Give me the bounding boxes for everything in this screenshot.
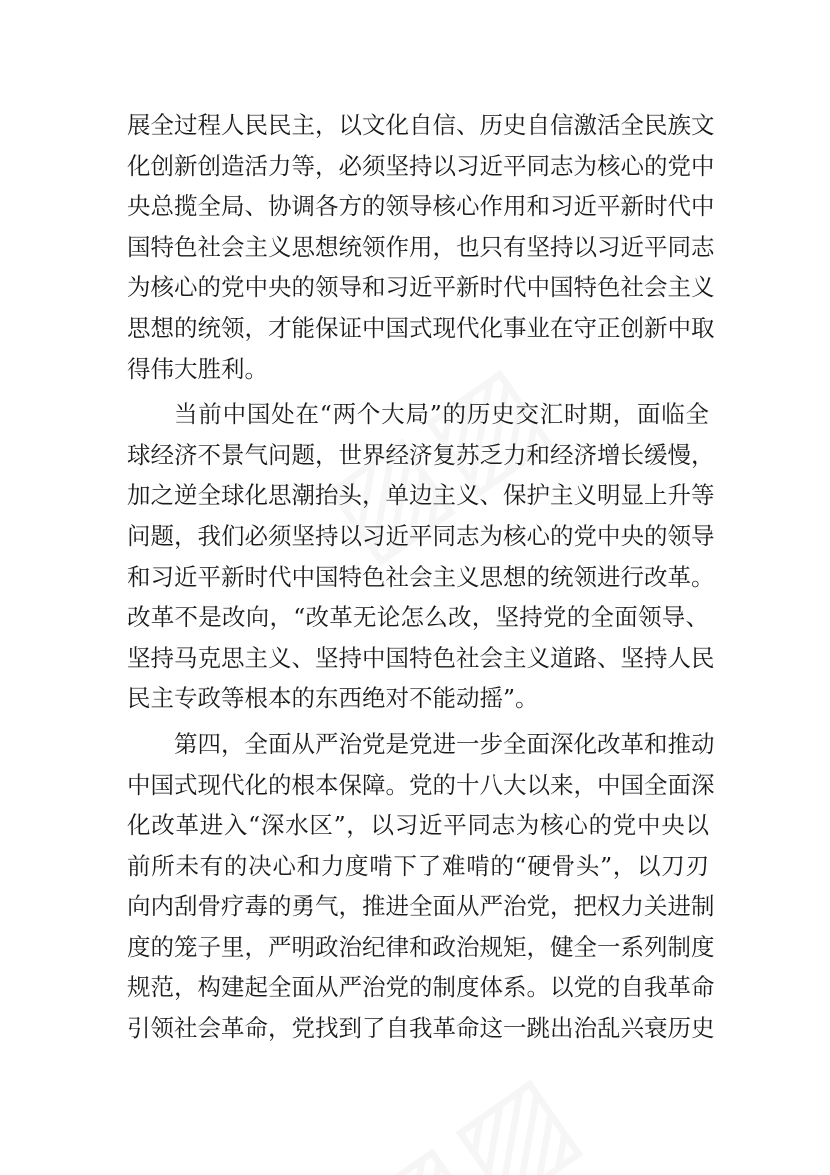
text-line: 央总揽全局、协调各方的领导核心作用和习近平新时代中	[127, 192, 715, 221]
text-line: 化创新创造活力等，必须坚持以习近平同志为核心的党中	[127, 151, 715, 180]
text-line: 和习近平新时代中国特色社会主义思想的统领进行改革。	[127, 562, 715, 591]
paragraph-point-four	[127, 724, 715, 1049]
text-line: 中国式现代化的根本保障。党的十八大以来，中国全面深	[127, 770, 715, 799]
text-line: 当前中国处在“两个大局”的历史交汇时期，面临全	[174, 400, 709, 429]
text-line: 为核心的党中央的领导和习近平新时代中国特色社会主义	[127, 273, 715, 302]
text-line: 引领社会革命，党找到了自我革命这一跳出治乱兴衰历史	[127, 1014, 715, 1043]
text-line: 规范，构建起全面从严治党的制度体系。以党的自我革命	[127, 973, 715, 1002]
text-line: 坚持马克思主义、坚持中国特色社会主义道路、坚持人民	[127, 643, 715, 672]
text-line: 球经济不景气问题，世界经济复苏乏力和经济增长缓慢，	[127, 440, 715, 469]
text-line: 化改革进入“深水区”，以习近平同志为核心的党中央以	[127, 811, 709, 840]
text-line: 国特色社会主义思想统领作用，也只有坚持以习近平同志	[127, 232, 715, 261]
text-line: 第四，全面从严治党是党进一步全面深化改革和推动	[174, 729, 715, 758]
paragraph-two-situations	[127, 394, 715, 719]
text-line: 加之逆全球化思潮抬头，单边主义、保护主义明显上升等	[127, 481, 715, 510]
text-line: 改革不是改向，“改革无论怎么改，坚持党的全面领导、	[127, 603, 709, 632]
text-line: 思想的统领，才能保证中国式现代化事业在守正创新中取	[127, 313, 715, 342]
body-text	[127, 105, 715, 1049]
text-line: 度的笼子里，严明政治纪律和政治规矩，健全一系列制度	[127, 932, 715, 961]
text-line: 问题，我们必须坚持以习近平同志为核心的党中央的领导	[127, 521, 715, 550]
text-line: 民主专政等根本的东西绝对不能动摇”。	[127, 684, 539, 713]
text-line: 展全过程人民民主，以文化自信、历史自信激活全民族文	[127, 111, 715, 139]
text-line: 得伟大胜利。	[127, 354, 268, 383]
watermark	[330, 1043, 605, 1175]
text-line: 向内刮骨疗毒的勇气，推进全面从严治党，把权力关进制	[127, 892, 715, 921]
paragraph-continuation	[127, 105, 715, 389]
text-line: 前所未有的决心和力度啃下了难啃的“硬骨头”，以刀刃	[127, 851, 709, 880]
